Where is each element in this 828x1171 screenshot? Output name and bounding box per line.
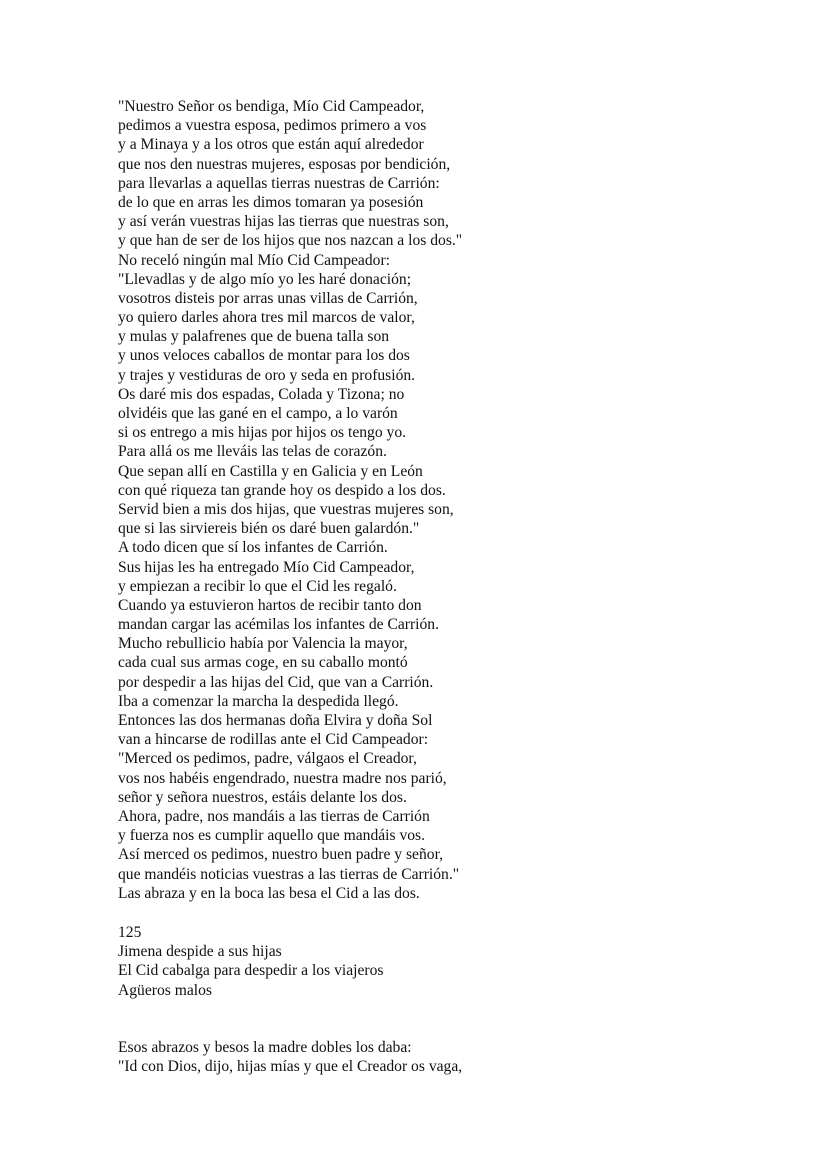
verse-line: Mucho rebullicio había por Valencia la mayor, <box>118 635 408 653</box>
verse-line: yo quiero darles ahora tres mil marcos de valor, <box>118 309 415 327</box>
verse-line: Sus hijas les ha entregado Mío Cid Campeador, <box>118 558 415 576</box>
verse-line: para llevarlas a aquellas tierras nuestras de Carrión: <box>118 174 440 192</box>
verse-line: mandan cargar las acémilas los infantes de Carrión. <box>118 616 439 634</box>
verse-line: vosotros disteis por arras unas villas de Carrión, <box>118 289 418 307</box>
verse-line: y así verán vuestras hijas las tierras que nuestras son, <box>118 213 449 231</box>
verse-line: "Llevadlas y de algo mío yo les haré donación; <box>118 270 412 288</box>
verse-line: Para allá os me lleváis las telas de corazón. <box>118 443 387 461</box>
verse-line: y unos veloces caballos de montar para los dos <box>118 347 410 365</box>
verse-line: "Merced os pedimos, padre, válgaos el Creador, <box>118 750 417 768</box>
verse-line: si os entrego a mis hijas por hijos os tengo yo. <box>118 424 407 442</box>
section-heading: El Cid cabalga para despedir a los viajeros <box>118 962 384 980</box>
section-heading-block <box>118 923 798 1000</box>
section-heading: Agüeros malos <box>118 981 212 999</box>
section-heading: Jimena despide a sus hijas <box>118 943 282 961</box>
verse-line: Os daré mis dos espadas, Colada y Tizona; no <box>118 385 405 403</box>
verse-line: Cuando ya estuvieron hartos de recibir tanto don <box>118 596 422 614</box>
verse-line: y que han de ser de los hijos que nos nazcan a los dos." <box>118 232 463 250</box>
verse-line: pedimos a vuestra esposa, pedimos primero a vos <box>118 117 427 135</box>
verse-line: que mandéis noticias vuestras a las tierras de Carrión." <box>118 865 460 883</box>
verse-line: Esos abrazos y besos la madre dobles los daba: <box>118 1039 412 1056</box>
verse-line: olvidéis que las gané en el campo, a lo varón <box>118 405 398 422</box>
verse-line: Ahora, padre, nos mandáis a las tierras de Carrión <box>118 807 430 825</box>
verse-line: A todo dicen que sí los infantes de Carrión. <box>118 539 388 557</box>
verse-block-2 <box>118 1038 798 1076</box>
verse-line: cada cual sus armas coge, en su caballo montó <box>118 654 408 672</box>
verse-line: de lo que en arras les dimos tomaran ya posesión <box>118 193 424 211</box>
verse-line: Servid bien a mis dos hijas, que vuestras mujeres son, <box>118 500 454 518</box>
verse-line: Entonces las dos hermanas doña Elvira y doña Sol <box>118 712 433 729</box>
verse-line: "Id con Dios, dijo, hijas mías y que el Creador os vaga, <box>118 1058 463 1076</box>
verse-line: y empiezan a recibir lo que el Cid les regaló. <box>118 577 397 595</box>
verse-line: No receló ningún mal Mío Cid Campeador: <box>118 251 390 269</box>
verse-line: Las abraza y en la boca las besa el Cid a las dos. <box>118 884 420 902</box>
verse-line: y mulas y palafrenes que de buena talla son <box>118 328 390 346</box>
verse-line: y fuerza nos es cumplir aquello que mandáis vos. <box>118 827 426 845</box>
verse-line: y a Minaya y a los otros que están aquí alrededor <box>118 136 424 154</box>
verse-line: y trajes y vestiduras de oro y seda en profusión. <box>118 366 416 384</box>
verse-line: Que sepan allí en Castilla y en Galicia y en León <box>118 462 423 480</box>
verse-line: por despedir a las hijas del Cid, que van a Carrión. <box>118 673 434 691</box>
verse-line: que nos den nuestras mujeres, esposas por bendición, <box>118 155 451 173</box>
verse-line: Iba a comenzar la marcha la despedida llegó. <box>118 692 399 710</box>
verse-block <box>118 97 798 903</box>
verse-line: que si las sirviereis bién os daré buen galardón." <box>118 520 420 538</box>
verse-line: "Nuestro Señor os bendiga, Mío Cid Campeador, <box>118 98 425 115</box>
verse-line: con qué riqueza tan grande hoy os despido a los dos. <box>118 481 446 499</box>
verse-line: vos nos habéis engendrado, nuestra madre nos parió, <box>118 769 447 787</box>
section-number: 125 <box>118 924 142 941</box>
verse-line: señor y señora nuestros, estáis delante los dos. <box>118 788 407 806</box>
verse-line: Así merced os pedimos, nuestro buen padre y señor, <box>118 846 444 864</box>
verse-line: van a hincarse de rodillas ante el Cid Campeador: <box>118 731 429 749</box>
